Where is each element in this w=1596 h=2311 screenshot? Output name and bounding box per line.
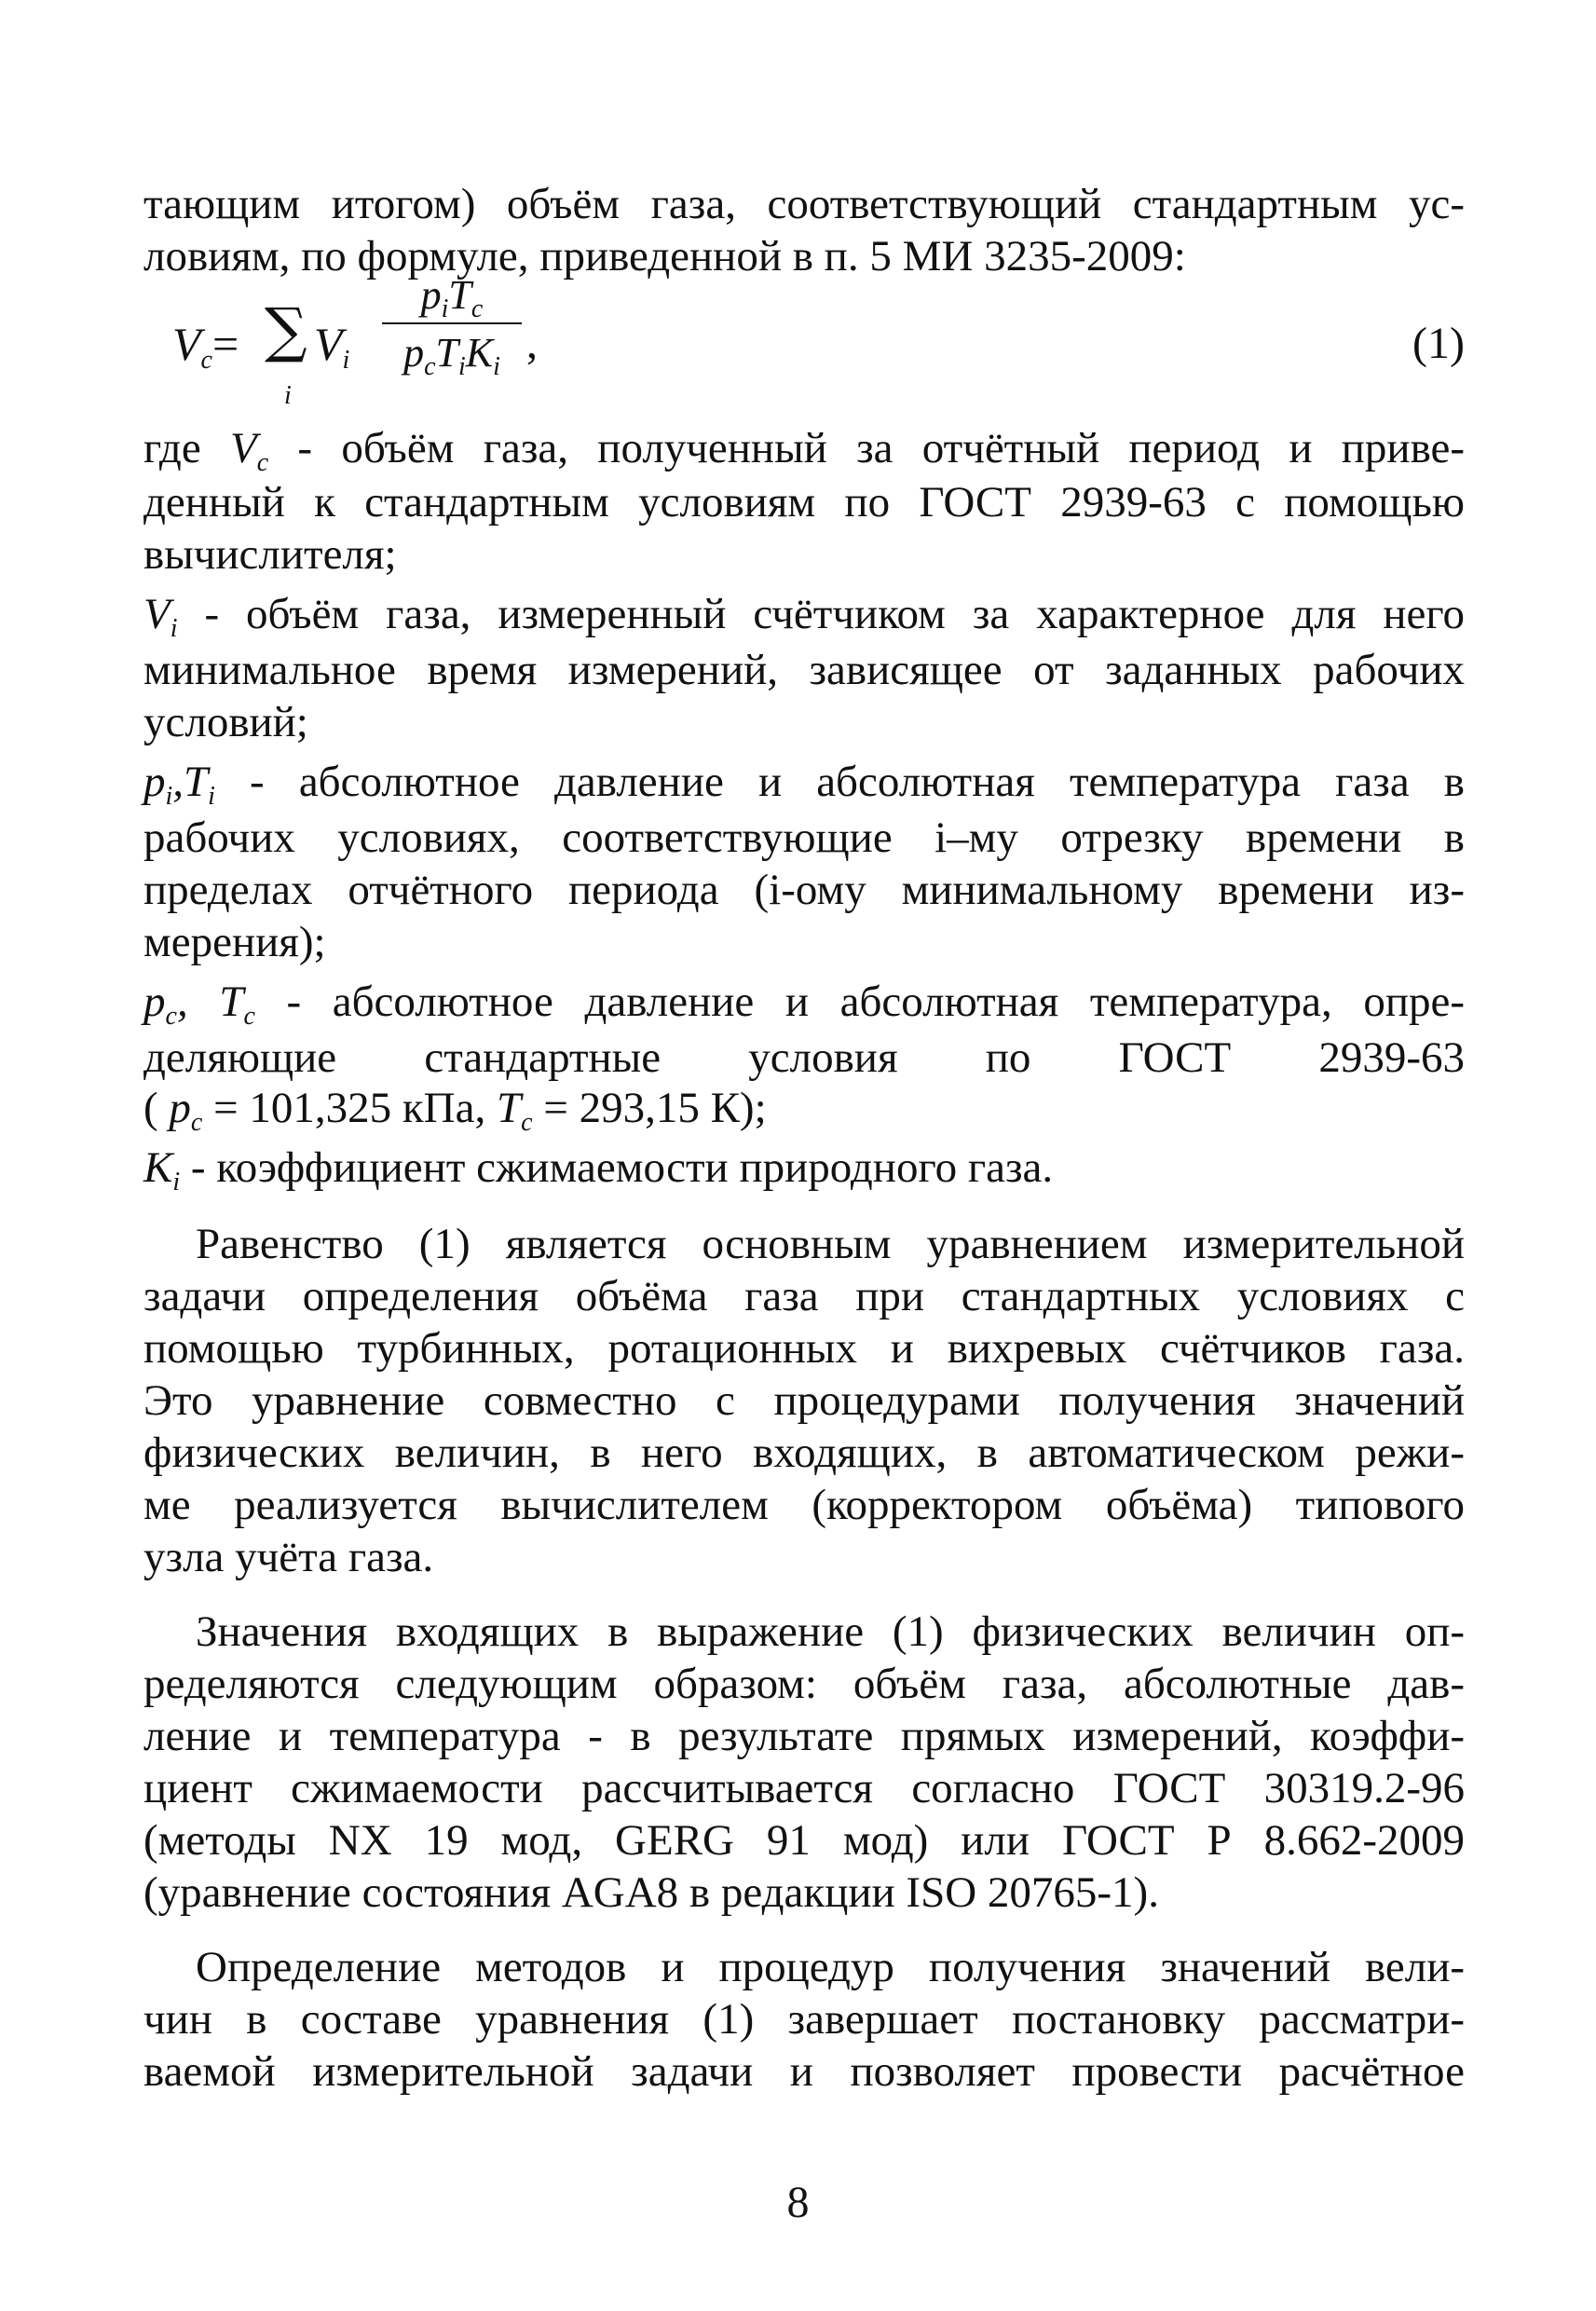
paragraph-2-line-1: Значения входящих в выражение (1) физических величин оп- — [196, 1607, 1465, 1656]
paragraph-3-line-2: чин в составе уравнения (1) завершает постановку рассматри- — [143, 1995, 1465, 2044]
definition-vc-line-3: вычислителя; — [143, 530, 397, 579]
formula-lhs: $V_c=$ — [172, 318, 239, 375]
definition-pi-ti-line-2: рабочих условиях, соответствующие i–му отрезку времени в — [143, 814, 1465, 862]
paragraph-1-line-1: Равенство (1) является основным уравнением измерительной — [196, 1220, 1465, 1268]
paragraph-1-line-5: физических величин, в него входящих, в автоматическом режи- — [143, 1429, 1465, 1477]
paragraph-2-line-5: (методы NX 19 мод, GERG 91 мод) или ГОСТ Р 8.662-2009 — [143, 1816, 1465, 1865]
sum-index: i — [284, 381, 292, 410]
definition-vi-line-2: минимальное время измерений, зависящее от заданных рабочих — [143, 646, 1465, 694]
definition-pi-ti-line-3: пределах отчётного периода (i-ому минимальному времени из- — [143, 866, 1465, 914]
fraction-numerator: $p_iT_c$ — [420, 272, 484, 323]
paragraph-3-line-1: Определение методов и процедур получения значений вели- — [196, 1943, 1465, 1991]
formula-fraction — [382, 270, 522, 381]
definition-pi-ti-line-4: мерения); — [143, 918, 326, 966]
definition-ki: $K_i$ - коэффициент сжимаемости природного газа. — [143, 1143, 1054, 1197]
definition-pc-tc: $p_c$, $T_c$ - абсолютное давление и абсолютная температура, опре- — [143, 978, 1465, 1031]
paragraph-1-line-4: Это уравнение совместно с процедурами получения значений — [143, 1376, 1465, 1425]
definition-pc-tc-line-3: ( $p_c = 101,325$ кПа, $T_c = 293,15$ К); — [143, 1084, 767, 1137]
definition-vc-line-2: денный к стандартным условиям по ГОСТ 2939-63 с помощью — [143, 478, 1465, 526]
paragraph-2-line-2: ределяются следующим образом: объём газа, абсолютные дав- — [143, 1660, 1465, 1708]
formula-number: (1) — [1412, 319, 1465, 368]
paragraph-1-line-6: ме реализуется вычислителем (корректором объёма) типового — [143, 1481, 1465, 1529]
definition-pc-tc-line-2: деляющие стандартные условия по ГОСТ 2939-63 — [143, 1033, 1465, 1082]
symbol-pi-ti: $p_i,T_i$ — [143, 758, 215, 811]
sum-symbol: ∑ — [265, 296, 307, 365]
paragraph-2-line-6: (уравнение состояния AGA8 в редакции ISO 20765-1). — [143, 1868, 1159, 1917]
definition-vi: $V_i$ - объём газа, измеренный счётчиком за характерное для него — [143, 590, 1465, 643]
fraction-bar — [382, 322, 522, 324]
formula-1 — [172, 270, 1465, 410]
definition-vc: где $V_c$ - объём газа, полученный за отчётный период и приве- — [143, 424, 1466, 477]
intro-line-2: ловиям, по формуле, приведенной в п. 5 МИ 3235-2009: — [143, 232, 1186, 280]
symbol-pc-tc: $p_c$, $T_c$ — [143, 978, 255, 1031]
definition-pi-ti: $p_i,T_i$ - абсолютное давление и абсолютная температура газа в — [143, 758, 1465, 811]
paragraph-2-line-4: циент сжимаемости рассчитывается согласно ГОСТ 30319.2-96 — [143, 1764, 1465, 1812]
paragraph-2-line-3: ление и температура - в результате прямых измерений, коэффи- — [143, 1712, 1465, 1760]
paragraph-1-line-3: помощью турбинных, ротационных и вихревых счётчиков газа. — [143, 1324, 1465, 1373]
symbol-vc: $V_c$ — [229, 424, 269, 477]
definition-vi-line-3: условий; — [143, 698, 308, 746]
formula-factor: $V_i$ — [314, 318, 350, 375]
paragraph-1-line-7: узла учёта газа. — [143, 1533, 434, 1581]
paragraph-1-line-2: задачи определения объёма газа при стандартных условиях с — [143, 1272, 1465, 1320]
page-number: 8 — [786, 2178, 810, 2227]
intro-line-1: тающим итогом) объём газа, соответствующий стандартным ус- — [143, 180, 1465, 228]
formula-comma: , — [526, 319, 538, 368]
paragraph-3-line-3: ваемой измерительной задачи и позволяет провести расчётное — [143, 2047, 1465, 2096]
symbol-vi: $V_i$ — [143, 590, 178, 643]
symbol-ki: $K_i$ — [143, 1143, 181, 1197]
fraction-denominator: $p_cT_iK_i$ — [403, 330, 500, 381]
